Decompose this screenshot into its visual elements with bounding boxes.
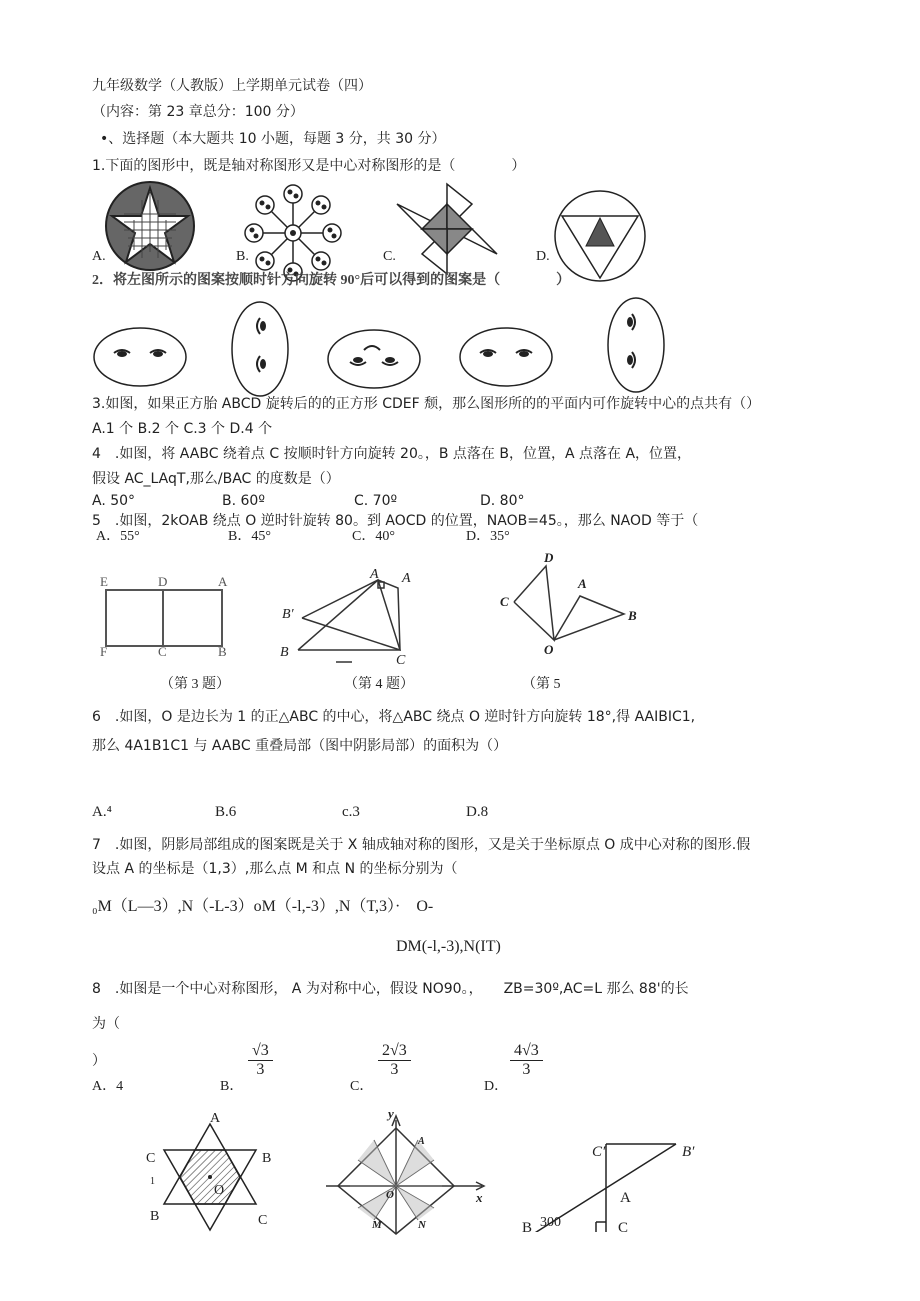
question-4-line-1: 4 .如图，将 AABC 绕着点 C 按顺时针方向旋转 20。，B 点落在 B，位置，A 点落在 A，位置，	[92, 446, 692, 462]
fraction-b-numerator: √3	[248, 1042, 273, 1061]
question-4-option-d: D. 80°	[480, 493, 525, 509]
question-6-line-2: 那么 4A1B1C1 与 AABC 重叠局部（图中阴影局部）的面积为（）	[92, 738, 508, 754]
fig3-label-a: A	[218, 574, 228, 589]
figure-q5-caption: （第 5	[522, 677, 561, 692]
question-4-option-c: C. 70º	[354, 493, 398, 509]
question-6-option-c: c.3	[342, 804, 360, 820]
question-4-option-a: A. 50°	[92, 493, 136, 509]
fig7-label-n: N	[418, 1219, 426, 1231]
question-5-option-d: D．35°	[466, 529, 510, 544]
fig4-label-a: A	[370, 567, 379, 582]
q1-figure-a-star	[104, 180, 196, 272]
fig4-label-b-prime: B′	[282, 607, 294, 622]
figure-q3-squares	[98, 572, 240, 658]
question-8-option-d-fraction	[510, 1042, 543, 1079]
fig7-label-y: y	[388, 1106, 394, 1121]
q1-figure-b-flower	[244, 184, 342, 282]
question-3-stem: 3.如图，如果正方胎 ABCD 旋转后的的正方形 CDEF 颓，那么图形所的的平面内可作旋转中心的点共有（）	[92, 396, 761, 412]
fig6-label-1: 1	[150, 1176, 155, 1187]
question-3-options: A.1 个 B.2 个 C.3 个 D.4 个	[92, 421, 273, 437]
fig3-label-e: E	[100, 574, 108, 589]
q1-option-d-label: D.	[536, 249, 550, 264]
question-2-stem: 2．将左图所示的图案按顺时针方向旋转 90°后可以得到的图案是（ ）	[92, 273, 571, 288]
question-7-line-1: 7 .如图，阴影局部组成的图案既是关于 X 轴成轴对称的图形，又是关于坐标原点 O 成中心对称的图形.假	[92, 837, 751, 853]
question-8-option-c-label: C．	[350, 1079, 374, 1094]
fraction-b-denominator: 3	[256, 1061, 265, 1078]
test-title: 九年级数学（人教版）上学期单元试卷（四）	[92, 78, 372, 94]
question-8-option-b-label: B．	[220, 1079, 244, 1094]
q2-option-b-face	[326, 328, 422, 390]
fig8-label-c: C	[618, 1220, 629, 1232]
fig5-label-o: O	[544, 642, 554, 656]
question-1-stem: 1.下面的图形中，既是轴对称图形又是中心对称图形的是（ ）	[92, 158, 526, 174]
q1-option-c-label: C.	[383, 249, 396, 264]
fig3-label-b: B	[218, 644, 227, 658]
question-6-option-a: A.⁴	[92, 804, 112, 820]
question-5-option-c: C．40°	[352, 529, 395, 544]
figure-q6-hexagram	[140, 1112, 280, 1240]
fig7-label-x: x	[476, 1190, 483, 1205]
fig6-label-o: O	[214, 1183, 225, 1198]
figure-q5-rotation	[496, 546, 644, 656]
figure-q8-central-symmetry	[510, 1132, 710, 1232]
q2-option-d-face	[606, 296, 666, 394]
fig5-label-c: C	[500, 594, 509, 609]
fraction-d-numerator: 4√3	[510, 1042, 543, 1061]
section-heading: •、选择题（本大题共 10 小题，每题 3 分，共 30 分）	[100, 131, 446, 147]
fig6-label-b-right: B	[262, 1151, 272, 1166]
question-4-option-b: B. 60º	[222, 493, 265, 509]
question-8-line-2: 为（	[92, 1016, 120, 1032]
question-4-line-2: 假设 AC_LAqT,那么/BAC 的度数是（）	[92, 471, 340, 487]
question-8-option-b-fraction	[248, 1042, 273, 1079]
fig6-label-c-left: C	[146, 1151, 156, 1166]
fig5-label-a: A	[578, 576, 587, 591]
fig8-label-b-prime: B′	[682, 1144, 695, 1160]
question-7-line-2: 设点 A 的坐标是（1,3）,那么点 M 和点 N 的坐标分别为（	[92, 861, 458, 877]
figure-q3-caption: （第 3 题）	[160, 677, 230, 692]
question-8-option-d-label: D．	[484, 1079, 509, 1094]
fig8-label-a: A	[620, 1190, 631, 1206]
question-8-line-3: ）	[92, 1053, 106, 1069]
q2-figure-original-face	[92, 326, 188, 388]
fig8-label-angle: 300	[540, 1215, 561, 1230]
question-6-line-1: 6 .如图，O 是边长为 1 的正△ABC 的中心，将△ABC 绕点 O 逆时针方向旋转 18°,得 AAIBIC1,	[92, 709, 696, 725]
fig8-label-c-prime: C′	[592, 1144, 606, 1160]
question-8-option-c-fraction	[378, 1042, 411, 1079]
fig4-label-a-prime: A	[402, 571, 411, 586]
question-5-option-b: B．45°	[228, 529, 271, 544]
q1-figure-d-triangle-circle	[552, 188, 648, 284]
question-7-options: ₀M（L—3）,N（-L-3）oM（-l,-3）,N（T,3）· O-	[92, 898, 434, 915]
fig5-label-d: D	[544, 550, 554, 565]
question-6-option-d: D.8	[466, 804, 489, 820]
test-content-line: （内容：第 23 章总分：100 分）	[92, 104, 304, 120]
q1-option-a-label: A.	[92, 249, 106, 264]
question-6-option-b: B.6	[215, 804, 237, 820]
figure-q4-caption: （第 4 题）	[344, 677, 414, 692]
fig3-label-f: F	[100, 644, 108, 658]
q1-option-b-label: B.	[236, 249, 249, 264]
fig7-label-a: A	[418, 1136, 425, 1147]
fraction-c-numerator: 2√3	[378, 1042, 411, 1061]
fig6-label-b-left: B	[150, 1209, 160, 1224]
fig7-label-m: M	[372, 1219, 382, 1231]
fig3-label-c: C	[158, 644, 167, 658]
fig3-label-d: D	[158, 574, 168, 589]
q2-option-a-face	[230, 300, 290, 398]
figure-q4-triangles	[276, 562, 422, 668]
fraction-c-denominator: 3	[390, 1061, 399, 1078]
question-5-stem: 5 .如图，2kOAB 绕点 O 逆时针旋转 80。到 AOCD 的位置，NAOB=45。，那么 NAOD 等于（	[92, 513, 699, 529]
question-8-option-a: A．4	[92, 1079, 124, 1094]
fig6-label-c-right: C	[258, 1213, 268, 1228]
q2-option-c-face	[458, 326, 554, 388]
fig4-label-c: C	[396, 653, 406, 668]
fig4-label-b: B	[280, 645, 289, 660]
question-7-option-d: DM(-l,-3),N(IT)	[396, 938, 501, 955]
fig5-label-b: B	[628, 608, 637, 623]
question-5-option-a: A．55°	[96, 529, 140, 544]
figure-q7-coordinate-pattern	[322, 1104, 494, 1240]
fig7-label-o: O	[386, 1189, 394, 1201]
fraction-d-denominator: 3	[522, 1061, 531, 1078]
fig8-label-b: B	[522, 1220, 533, 1232]
question-8-line-1: 8 .如图是一个中心对称图形， A 为对称中心，假设 NO90。， ZB=30º,AC=L 那么 88'的长	[92, 981, 689, 997]
q1-figure-c-pinwheel	[392, 180, 502, 278]
fig6-label-a: A	[210, 1112, 221, 1126]
